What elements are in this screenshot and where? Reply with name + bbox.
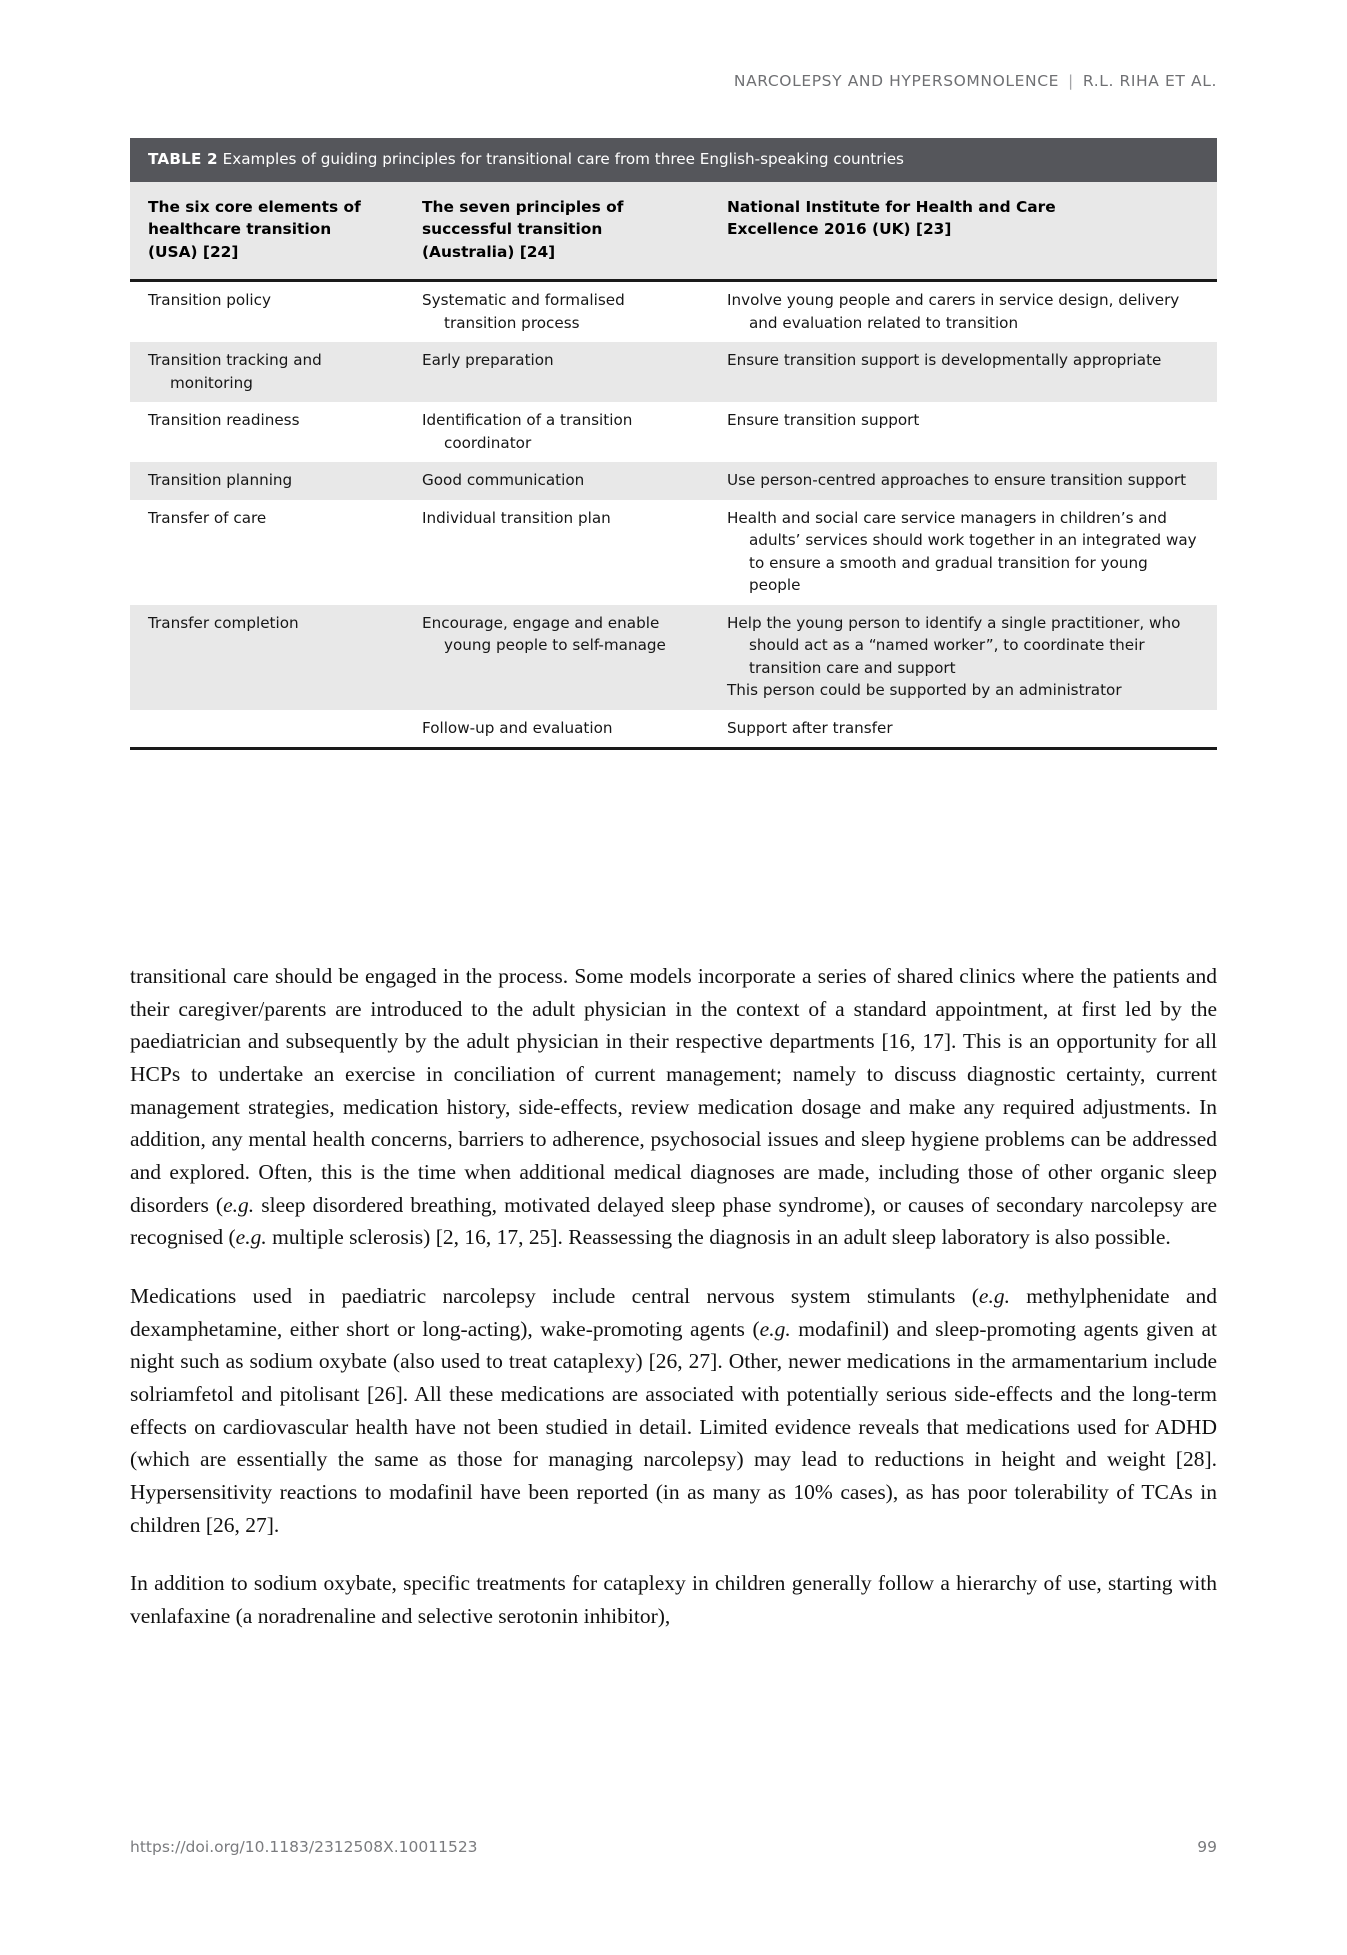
cell-col3-part2: This person could be supported by an administrator	[727, 681, 1122, 700]
running-head	[130, 72, 1217, 90]
cell-col1: Transfer completion	[130, 605, 410, 710]
body-text	[130, 960, 1217, 1633]
table-row	[130, 342, 1217, 402]
cell-col3	[715, 605, 1217, 710]
paragraph-3: In addition to sodium oxybate, specific treatments for cataplexy in children generally follow a hierarchy of use, starting with venlafaxine (a noradrenaline and selective serotonin inhibitor),	[130, 1571, 1217, 1629]
table-row	[130, 605, 1217, 710]
table-row	[130, 462, 1217, 500]
cell-col2: Systematic and formalised transition process	[422, 291, 625, 332]
paragraph-2: Medications used in paediatric narcolepsy include central nervous system stimulants (e.g. methylphenidate and dexamphetamine, either short or long-acting), wake-promoting agents (e.g. modafinil) and sleep-promoting agents given at night such as sodium oxybate (also used to treat cataplexy) [26, 27]. Other, newer medications in the armamentarium include solriamfetol and pitolisant [26]. All these medications are associated with potentially serious side-effects and the long-term effects on cardiovascular health have not been studied in detail. Limited evidence reveals that medications used for ADHD (which are essentially the same as those for managing narcolepsy) may lead to reductions in height and weight [28]. Hypersensitivity reactions to modafinil have been reported (in as many as 10% cases), as has poor tolerability of TCAs in children [26, 27].	[130, 1284, 1217, 1537]
cell-col1: Transfer of care	[148, 508, 267, 527]
column-header-uk: National Institute for Health and Care Excellence 2016 (UK) [23]	[715, 182, 1217, 281]
table-row	[130, 402, 1217, 462]
table-head	[130, 182, 1217, 281]
column-header-usa: The six core elements of healthcare transition (USA) [22]	[130, 182, 410, 281]
doi-link[interactable]: https://doi.org/10.1183/2312508X.10011523	[130, 1838, 478, 1856]
cell-col2: Good communication	[410, 462, 715, 500]
running-head-journal: NARCOLEPSY AND HYPERSOMNOLENCE	[733, 72, 1060, 90]
paragraph-1: transitional care should be engaged in the process. Some models incorporate a series of shared clinics where the patients and their caregiver/parents are introduced to the adult physician in the context of a standard appointment, at first led by the paediatrician and subsequently by the adult physician in their respective departments [16, 17]. This is an opportunity for all HCPs to undertake an exercise in conciliation of current management; namely to discuss diagnostic certainty, current management strategies, medication history, side-effects, review medication dosage and make any required adjustments. In addition, any mental health concerns, barriers to adherence, psychosocial issues and sleep hygiene problems can be addressed and explored. Often, this is the time when additional medical diagnoses are made, including those of other organic sleep disorders (e.g. sleep disordered breathing, motivated delayed sleep phase syndrome), or causes of secondary narcolepsy are recognised (e.g. multiple sclerosis) [2, 16, 17, 25]. Reassessing the diagnosis in an adult sleep laboratory is also possible.	[130, 964, 1218, 1250]
table-caption	[130, 138, 1217, 182]
table-header-row	[130, 182, 1217, 281]
running-head-authors: R.L. RIHA ET AL.	[1082, 72, 1217, 90]
cell-col3: Ensure transition support is developmentally appropriate	[715, 342, 1217, 402]
table-caption-number: TABLE 2	[148, 150, 218, 168]
table-2-grid	[130, 182, 1217, 751]
table-caption-text: Examples of guiding principles for transitional care from three English-speaking countries	[222, 150, 904, 168]
column-header-australia: The seven principles of successful transition (Australia) [24]	[410, 182, 715, 281]
cell-col2: Follow-up and evaluation	[410, 710, 715, 749]
table-row	[130, 281, 1217, 343]
table-row	[130, 710, 1217, 749]
cell-col2: Encourage, engage and enable young people to self-manage	[410, 605, 715, 710]
cell-col1: Transition policy	[148, 291, 271, 310]
page-number: 99	[1197, 1838, 1217, 1856]
table-row	[130, 500, 1217, 605]
cell-col2: Early preparation	[410, 342, 715, 402]
cell-col1: Transition tracking and monitoring	[130, 342, 410, 402]
cell-col3: Use person-centred approaches to ensure transition support	[715, 462, 1217, 500]
running-head-separator: |	[1068, 72, 1074, 90]
cell-col3: Ensure transition support	[727, 411, 920, 430]
cell-col1	[130, 710, 410, 749]
cell-col3: Involve young people and carers in service design, delivery and evaluation related to transition	[727, 291, 1180, 332]
cell-col1: Transition planning	[130, 462, 410, 500]
cell-col3: Support after transfer	[715, 710, 1217, 749]
cell-col1: Transition readiness	[148, 411, 300, 430]
table-2	[130, 138, 1217, 750]
cell-col2: Individual transition plan	[422, 508, 611, 527]
cell-col2: Identification of a transition coordinator	[422, 411, 633, 452]
table-body	[130, 281, 1217, 749]
page-footer	[130, 1838, 1217, 1856]
cell-col3-part1: Help the young person to identify a single practitioner, who should act as a “named worker”, to coordinate their transition care and support	[727, 613, 1181, 677]
cell-col3: Health and social care service managers in children’s and adults’ services should work together in an integrated way to ensure a smooth and gradual transition for young people	[727, 508, 1197, 595]
